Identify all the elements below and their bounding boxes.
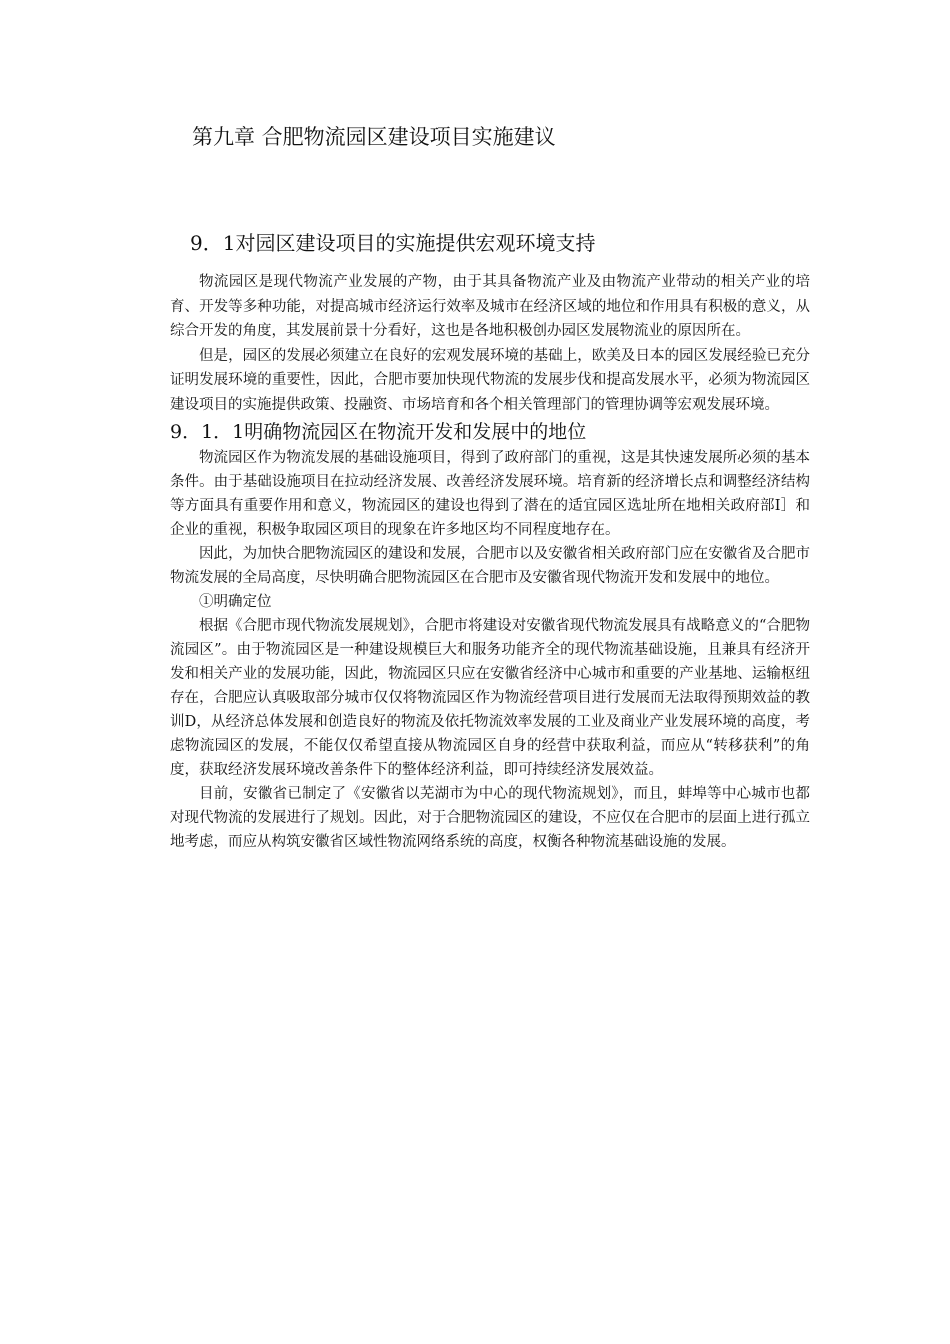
item-label: ①明确定位 [199, 594, 272, 610]
body-text [170, 270, 810, 854]
item-paragraph-1: 根据《合肥市现代物流发展规划》，合肥市将建设对安徽省现代物流发展具有战略意义的“合肥物流园区”。由于物流园区是一种建设规模巨大和服务功能齐全的现代物流基础设施，且兼具有经济开发和相关产业的发展功能，因此，物流园区只应在安徽省经济中心城市和重要的产业基地、运输枢纽存在，合肥应认真吸取部分城市仅仅将物流园区作为物流经营项目进行发展而无法取得预期效益的教训D，从经济总体发展和创造良好的物流及依托物流效率发展的工业及商业产业发展环境的高度，考虑物流园区的发展，不能仅仅希望直接从物流园区自身的经营中获取利益，而应从“转移获利”的角度，获取经济发展环境改善条件下的整体经济利益，即可持续经济发展效益。 [170, 618, 810, 778]
subsection-paragraph-2: 因此，为加快合肥物流园区的建设和发展，合肥市以及安徽省相关政府部门应在安徽省及合肥市物流发展的全局高度，尽快明确合肥物流园区在合肥市及安徽省现代物流开发和发展中的地位。 [170, 546, 810, 586]
section-paragraph-2: 但是，园区的发展必须建立在良好的宏观发展环境的基础上，欧美及日本的园区发展经验已充分证明发展环境的重要性，因此，合肥市要加快现代物流的发展步伐和提高发展水平，必须为物流园区建设项目的实施提供政策、投融资、市场培育和各个相关管理部门的管理协调等宏观发展环境。 [170, 347, 810, 413]
section-title: 9．1对园区建设项目的实施提供宏观环境支持 [190, 231, 596, 255]
chapter-title: 第九章 合肥物流园区建设项目实施建议 [192, 125, 556, 149]
subsection-title: 9．1．1明确物流园区在物流开发和发展中的地位 [170, 421, 587, 443]
item-paragraph-2: 目前，安徽省已制定了《安徽省以芜湖市为中心的现代物流规划》，而且，蚌埠等中心城市也都对现代物流的发展进行了规划。因此，对于合肥物流园区的建设，不应仅在合肥市的层面上进行孤立地考虑，而应从构筑安徽省区域性物流网络系统的高度，权衡各种物流基础设施的发展。 [170, 786, 810, 850]
subsection-paragraph-1: 物流园区作为物流发展的基础设施项目，得到了政府部门的重视，这是其快速发展所必须的基本条件。由于基础设施项目在拉动经济发展、改善经济发展环境。培育新的经济增长点和调整经济结构等方面具有重要作用和意义，物流园区的建设也得到了潜在的适宜园区选址所在地相关政府部I］和企业的重视，积极争取园区项目的现象在许多地区均不同程度地存在。 [170, 450, 810, 538]
section-paragraph-1: 物流园区是现代物流产业发展的产物，由于其具备物流产业及由物流产业带动的相关产业的培育、开发等多种功能，对提高城市经济运行效率及城市在经济区域的地位和作用具有积极的意义，从综合开发的角度，其发展前景十分看好，这也是各地积极创办园区发展物流业的原因所在。 [170, 274, 810, 339]
